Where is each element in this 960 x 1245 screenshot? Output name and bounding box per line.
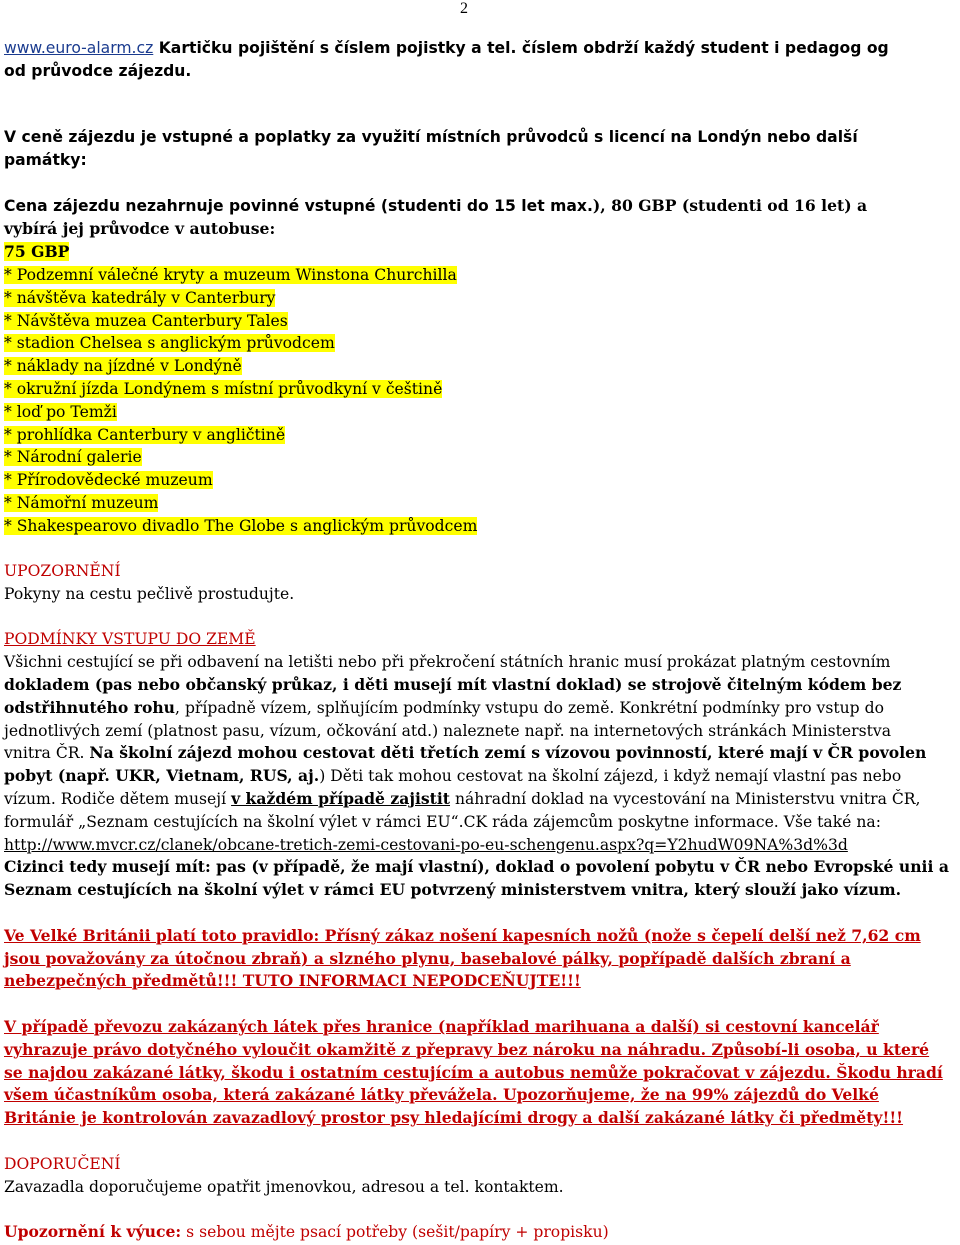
warning-heading: UPOZORNĚNÍ	[4, 562, 121, 580]
drugs-line-1: V případě převozu zakázaných látek přes hranice (například marihuana a další) si cestovní kancelář	[4, 1017, 879, 1036]
drugs-line-5: Británie je kontrolován zavazadlový prostor psy hledajícími drogy a další zakázané látky či předměty!!!	[4, 1108, 904, 1127]
attraction-item: * Námořní muzeum	[4, 494, 159, 512]
excluded-bold: Cena zájezdu nezahrnuje povinné vstupné (studenti do 15 let max.	[4, 197, 593, 215]
attraction-item: * loď po Temži	[4, 403, 117, 421]
insurance-line-1	[4, 37, 889, 59]
drugs-line-4: všem účastníkům osoba, která zakázané látky převážela. Upozorňujeme, že na 99% zájezdů do Velké	[4, 1085, 879, 1104]
insurance-line-2: od průvodce zájezdu.	[4, 62, 192, 80]
attraction-item: * Návštěva muzea Canterbury Tales	[4, 312, 288, 330]
entry-line-7: vízum. Rodiče dětem musejí v každém případě zajistit náhradní doklad na vycestování na Ministerstvu vnitra ČR,	[4, 789, 921, 808]
warning-text: Pokyny na cestu pečlivě prostudujte.	[4, 585, 295, 603]
uk-rule-line-2: jsou považovány za útočnou zbraň) a slzného plynu, basebalové pálky, popřípadě dalších zbraní a	[4, 949, 851, 968]
attraction-item: * okružní jízda Londýnem s místní průvodkyní v češtině	[4, 380, 443, 398]
price-includes-line-1: V ceně zájezdu je vstupné a poplatky za využití místních průvodců s licencí na Londýn nebo další	[4, 128, 858, 146]
attraction-item: * stadion Chelsea s anglickým průvodcem	[4, 334, 335, 352]
entry-line-6: pobyt (např. UKR, Vietnam, RUS, aj.) Děti tak mohou cestovat na školní zájezd, i když nemají vlastní pas nebo	[4, 766, 902, 785]
entry-ensure-emphasis: v každém případě zajistit	[231, 789, 451, 808]
attraction-item: * Národní galerie	[4, 448, 142, 466]
entry-line-2: dokladem (pas nebo občanský průkaz, i děti musejí mít vlastní doklad) se strojově čitelným kódem bez	[4, 675, 902, 694]
teaching-text: s sebou mějte psací potřeby (sešit/papíry + propisku)	[181, 1223, 609, 1241]
attraction-item: * Podzemní válečné kryty a muzeum Winstona Churchilla	[4, 266, 457, 284]
mvcr-link[interactable]: http://www.mvcr.cz/clanek/obcane-tretich-zemi-cestovani-po-eu-schengenu.aspx?q=Y2hudW09NA%3d%3d	[4, 836, 848, 854]
euro-alarm-link[interactable]: www.euro-alarm.cz	[4, 39, 154, 57]
attraction-item: * Přírodovědecké muzeum	[4, 471, 213, 489]
attraction-item: * prohlídka Canterbury v angličtině	[4, 426, 286, 444]
entry-line-5: vnitra ČR. Na školní zájezd mohou cestovat děti třetích zemí s vízovou povinností, které mají v ČR povolen	[4, 743, 927, 762]
entry-line-1: Všichni cestující se při odbavení na letišti nebo při překročení státních hranic musí prokázat platným cestovním	[4, 653, 891, 671]
entry-line-4: jednotlivých zemí (platnost pasu, vízum, očkování atd.) naleznete např. na internetových stránkách Ministerstva	[4, 722, 891, 740]
attraction-item: * Shakespearovo divadlo The Globe s anglickým průvodcem	[4, 517, 478, 535]
entry-line-3: odstřihnutého rohu, případně vízem, splňujícím podmínky vstupu do země. Konkrétní podmínky pro vstup do	[4, 698, 884, 717]
excluded-line-2: vybírá jej průvodce v autobuse:	[4, 219, 276, 238]
excluded-line-1	[4, 195, 867, 217]
attraction-item: * náklady na jízdné v Londýně	[4, 357, 242, 375]
entry-line-10: Cizinci tedy musejí mít: pas (v případě, že mají vlastní), doklad o povolení pobytu v ČR nebo Evropské unii a	[4, 857, 949, 876]
price-includes-line-2: památky:	[4, 151, 87, 169]
teaching-label: Upozornění k výuce:	[4, 1222, 182, 1241]
teaching-line	[4, 1221, 609, 1243]
entry-line-8: formulář „Seznam cestujících na školní výlet v rámci EU“.CK ráda zájemcům poskytne informace. Vše také na:	[4, 813, 881, 831]
recommend-text: Zavazadla doporučujeme opatřit jmenovkou, adresou a tel. kontaktem.	[4, 1178, 564, 1196]
drugs-line-3: se najdou zakázané látky, škodu i ostatním cestujícím a autobus nemůže pokračovat v zájezdu. Škodu hradí	[4, 1063, 943, 1082]
page-number: 2	[460, 0, 468, 17]
drugs-line-2: vyhrazuje právo dotyčného vyloučit okamžitě z přepravy bez nároku na náhradu. Způsobí-li osoba, u které	[4, 1040, 930, 1059]
excluded-rest: ), 80 GBP (studenti od 16 let) a	[592, 196, 868, 215]
entry-heading: PODMÍNKY VSTUPU DO ZEMĚ	[4, 630, 256, 648]
uk-rule-line-3: nebezpečných předmětů!!! TUTO INFORMACI NEPODCEŇUJTE!!!	[4, 971, 581, 990]
uk-rule-line-1: Ve Velké Británii platí toto pravidlo: Přísný zákaz nošení kapesních nožů (nože s čepelí delší než 7,62 cm	[4, 926, 921, 945]
recommend-heading: DOPORUČENÍ	[4, 1155, 121, 1173]
attraction-item: * návštěva katedrály v Canterbury	[4, 289, 276, 307]
entry-line-11: Seznam cestujících na školní výlet v rámci EU potvrzený ministerstvem vnitra, který slouží jako vízum.	[4, 880, 902, 899]
insurance-text: Kartičku pojištění s číslem pojistky a tel. číslem obdrží každý student i pedagog og	[153, 39, 889, 57]
excluded-price: 75 GBP	[4, 242, 70, 261]
